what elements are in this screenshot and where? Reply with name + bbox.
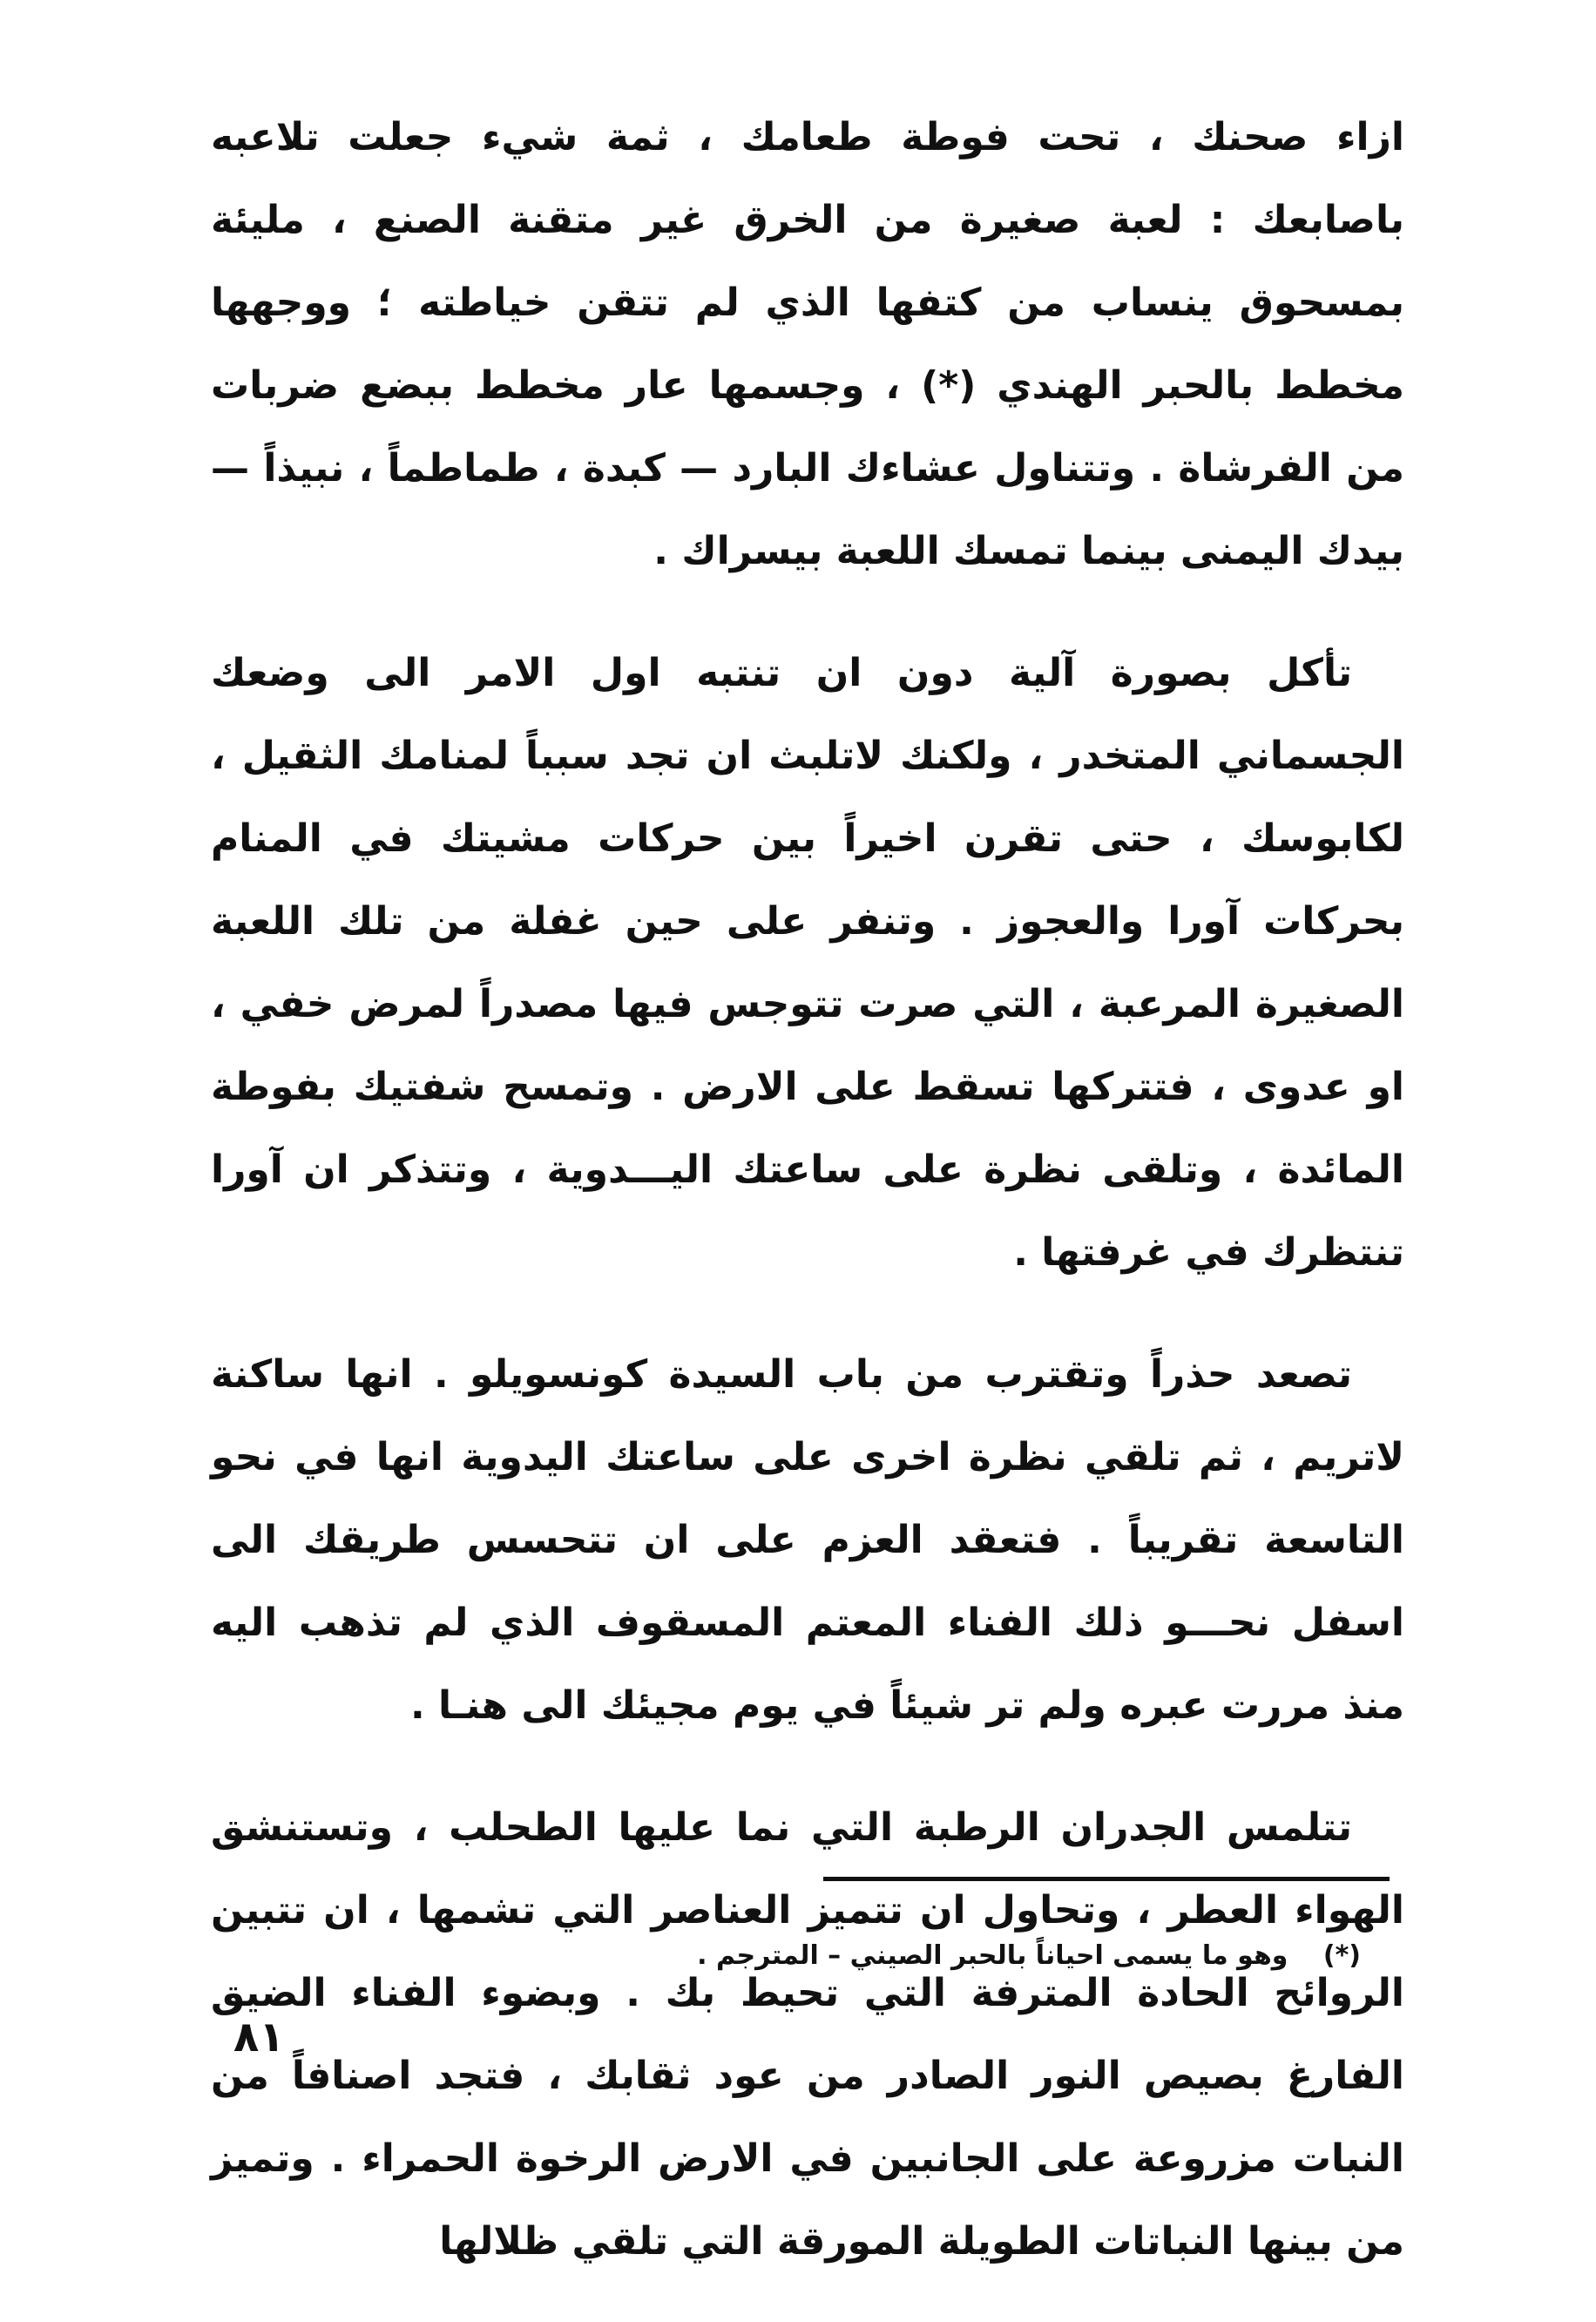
body-text <box>211 96 1404 2322</box>
paragraph-2: تأكل بصورة آلية دون ان تنتبه اول الامر الى وضعك الجسماني المتخدر ، ولكنك لاتلبث ان تجد سبباً لمنامك الثقيل ، لكابوسك ، حتى تقرن اخيراً بين حركات مشيتك في المنام بحركات آورا والعجوز . وتنفر على حين غفلة من تلك اللعبة الصغيرة المرعبة ، التي صرت تتوجس فيها مصدراً لمرض خفي ، او عدوى ، فتتركها تسقط على الارض . وتمسح شفتيك بفوطة المائدة ، وتلقى نظرة على ساعتك اليـــدوية ، وتتذكر ان آورا تنتظرك في غرفتها . <box>211 651 1404 1275</box>
footnote-divider <box>823 1877 1390 1881</box>
footnote <box>577 1939 1361 1973</box>
paragraph-4: تتلمس الجدران الرطبة التي نما عليها الطحلب ، وتستنشق الهواء العطر ، وتحاول ان تتميز العناصر التي تشمها ، ان تتبين الروائح الحادة المترفة التي تحيط بك . وبضوء الفناء الضيق الفارغ بصيص النور الصادر من عود ثقابك ، فتجد اصنافاً من النبات مزروعة على الجانبين في الارض الرخوة الحمراء . وتميز من بينها النباتات الطويلة المورقة التي تلقي ظلالها <box>211 1805 1404 2264</box>
page-number: ٨١ <box>233 2013 285 2061</box>
footnote-marker: (*) <box>1322 1940 1361 1971</box>
footnote-text: وهو ما يسمى احياناً بالحبر الصيني – المترجم . <box>697 1940 1288 1971</box>
paragraph-1: ازاء صحنك ، تحت فوطة طعامك ، ثمة شيء جعلت تلاعبه باصابعك : لعبة صغيرة من الخرق غير متقنة الصنع ، مليئة بمسحوق ينساب من كتفها الذي لم تتقن خياطته ؛ ووجهها مخطط بالحبر الهندي (*) ، وجسمها عار مخطط ببضع ضربات من الفرشاة . وتتناول عشاءك البارد — كبدة ، طماطماً ، نبيذاً — بيدك اليمنى بينما تمسك اللعبة بيسراك . <box>211 115 1404 573</box>
paragraph-3: تصعد حذراً وتقترب من باب السيدة كونسويلو . انها ساكنة لاتريم ، ثم تلقي نظرة اخرى على ساعتك اليدوية انها في نحو التاسعة تقريباً . فتعقد العزم على ان تتحسس طريقك الى اسفل نحـــو ذلك الفناء المعتم المسقوف الذي لم تذهب اليه منذ مررت عبره ولم تر شيئاً في يوم مجيئك الى هنـا . <box>211 1352 1404 1728</box>
